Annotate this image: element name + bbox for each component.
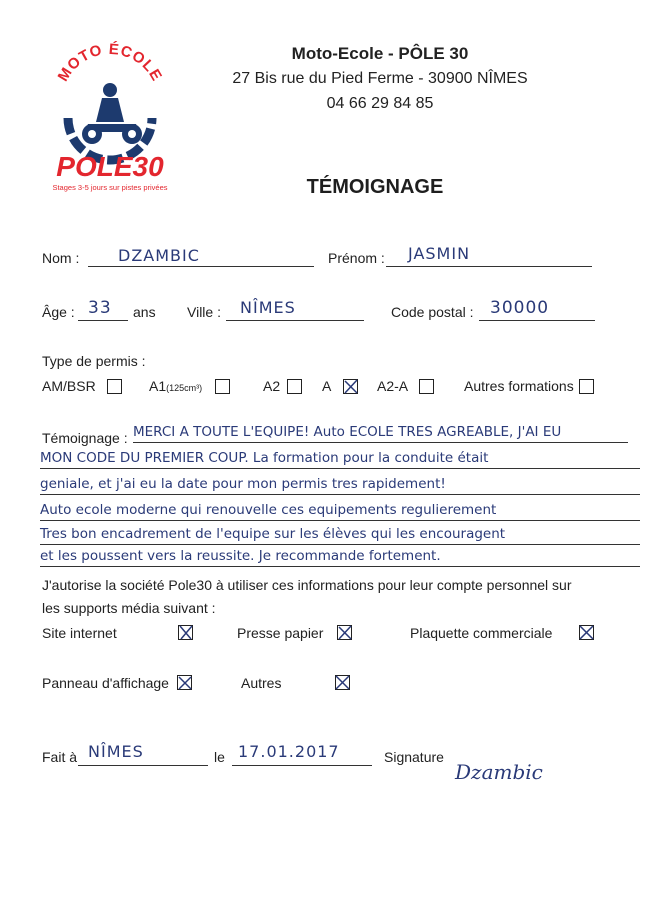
company-address: 27 Bis rue du Pied Ferme - 30900 NÎMES	[232, 70, 528, 87]
media-autres-checkbox[interactable]	[335, 675, 350, 690]
nom-value[interactable]: DZAMBIC	[118, 246, 200, 265]
media-site-checkbox[interactable]	[178, 625, 193, 640]
permis-amsr-label: AM/BSR	[42, 378, 96, 394]
permis-a2-label: A2	[263, 378, 281, 394]
media-site-label: Site internet	[42, 625, 117, 641]
permis-autres-label: Autres formations	[464, 378, 574, 394]
permis-amsr-checkbox[interactable]	[107, 379, 122, 394]
permis-a2a-checkbox[interactable]	[419, 379, 434, 394]
age-label: Âge :	[42, 304, 75, 320]
date-value[interactable]: 17.01.2017	[238, 742, 340, 761]
logo-tagline: Stages 3-5 jours sur pistes privées	[52, 183, 168, 192]
temoignage-line-3[interactable]: geniale, et j'ai eu la date pour mon permis tres rapidement!	[40, 474, 640, 495]
media-autres-label: Autres	[241, 675, 282, 691]
age-value[interactable]: 33	[88, 298, 112, 318]
checkmark-icon	[579, 625, 595, 641]
temoignage-label: Témoignage :	[42, 430, 128, 446]
ville-label: Ville :	[187, 304, 221, 320]
permis-label: Type de permis :	[42, 353, 146, 369]
prenom-label: Prénom :	[328, 250, 385, 266]
nom-label: Nom :	[42, 250, 80, 266]
date-label: le	[214, 749, 225, 765]
permis-a1-label: A1(125cm³)	[149, 378, 203, 394]
logo-arc-text: MOTO ÉCOLE	[54, 40, 166, 85]
permis-autres-checkbox[interactable]	[579, 379, 594, 394]
media-plaquette-label: Plaquette commerciale	[410, 625, 553, 641]
media-presse-checkbox[interactable]	[337, 625, 352, 640]
media-plaquette-checkbox[interactable]	[579, 625, 594, 640]
temoignage-line-2[interactable]: MON CODE DU PREMIER COUP. La formation pour la conduite était	[40, 448, 640, 469]
permis-a-label: A	[322, 378, 332, 394]
form-title: TÉMOIGNAGE	[306, 176, 444, 198]
checkmark-icon	[343, 379, 359, 395]
fait-value[interactable]: NÎMES	[88, 742, 144, 761]
checkmark-icon	[177, 675, 193, 691]
temoignage-line-1[interactable]: MERCI A TOUTE L'EQUIPE! Auto ECOLE TRES AGREABLE, J'AI EU	[133, 422, 628, 443]
prenom-value[interactable]: JASMIN	[408, 244, 471, 263]
fait-label: Fait à	[42, 749, 78, 765]
checkmark-icon	[337, 625, 353, 641]
checkmark-icon	[335, 675, 351, 691]
permis-a-checkbox[interactable]	[343, 379, 358, 394]
permis-a1-checkbox[interactable]	[215, 379, 230, 394]
signature-label: Signature	[384, 749, 444, 765]
moto-ecole-logo	[40, 40, 180, 200]
authorisation-text-1: J'autorise la société Pole30 à utiliser ces informations pour leur compte personnel sur	[42, 577, 572, 593]
temoignage-line-6[interactable]: et les poussent vers la reussite. Je recommande fortement.	[40, 546, 640, 567]
media-presse-label: Presse papier	[237, 625, 324, 641]
company-name: Moto-Ecole - PÔLE 30	[291, 44, 469, 63]
signature-value[interactable]: Dzambic	[455, 760, 543, 784]
checkmark-icon	[178, 625, 194, 641]
cp-value[interactable]: 30000	[490, 298, 550, 318]
permis-a2-checkbox[interactable]	[287, 379, 302, 394]
ville-value[interactable]: NÎMES	[240, 298, 296, 317]
temoignage-line-5[interactable]: Tres bon encadrement de l'equipe sur les élèves qui les encouragent	[40, 524, 640, 545]
company-phone: 04 66 29 84 85	[326, 95, 434, 112]
logo-brand: POLE30	[56, 151, 164, 182]
cp-label: Code postal :	[391, 304, 474, 320]
media-panneau-label: Panneau d'affichage	[42, 675, 169, 691]
authorisation-text-2: les supports média suivant :	[42, 600, 216, 616]
permis-a2a-label: A2-A	[377, 378, 409, 394]
temoignage-line-4[interactable]: Auto ecole moderne qui renouvelle ces equipements regulierement	[40, 500, 640, 521]
media-panneau-checkbox[interactable]	[177, 675, 192, 690]
age-unit: ans	[133, 304, 156, 320]
